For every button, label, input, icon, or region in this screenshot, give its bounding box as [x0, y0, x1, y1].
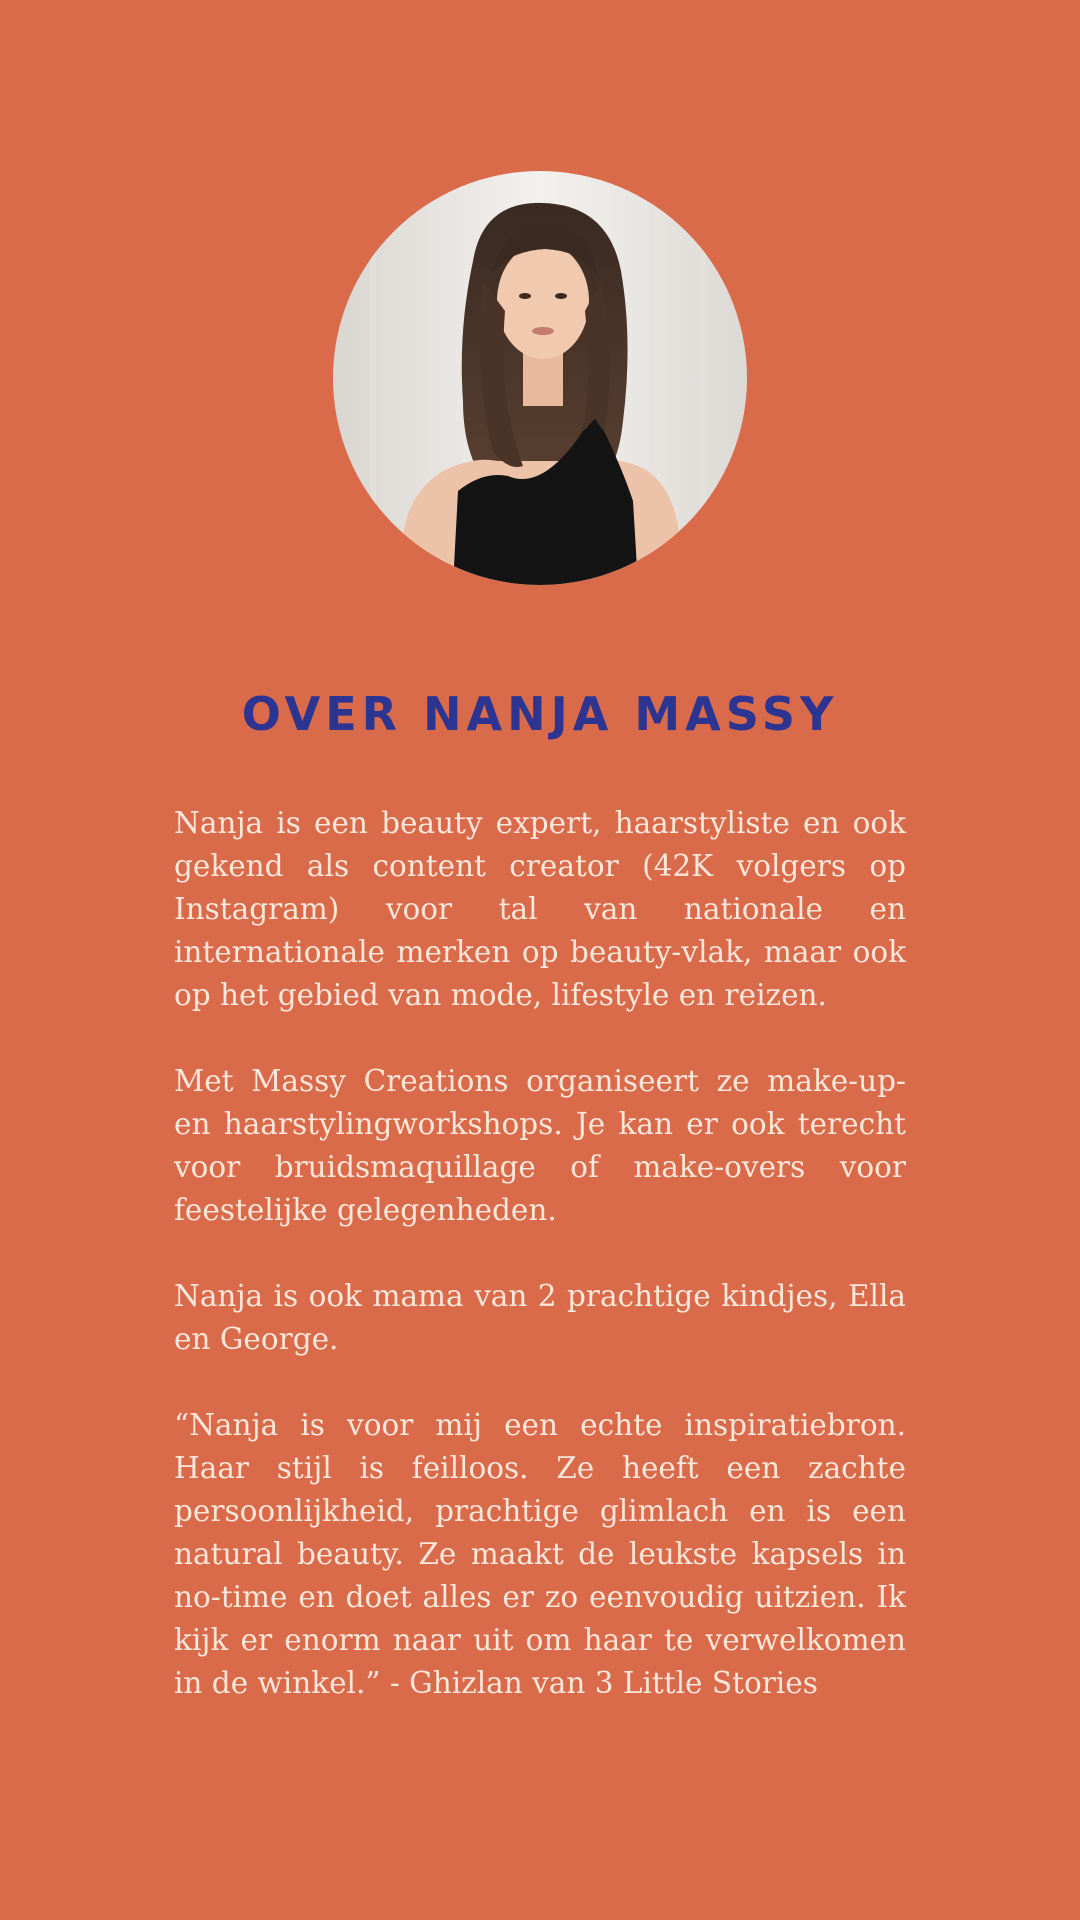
- page-title: OVER NANJA MASSY: [241, 687, 839, 741]
- portrait-photo-icon: [333, 171, 747, 585]
- bio-paragraph: Nanja is een beauty expert, haarstyliste en ook gekend als content creator (42K volgers op Instagram) voor tal van nationale en internationale merken op beauty-vlak, maar ook op het gebied van mode, lifestyle en reizen.: [174, 806, 906, 1012]
- profile-photo: [333, 171, 747, 585]
- bio-paragraph: Nanja is ook mama van 2 prachtige kindjes, Ella en George.: [174, 1279, 906, 1356]
- quote-paragraph: “Nanja is voor mij een echte inspiratiebron. Haar stijl is feilloos. Ze heeft een zachte persoonlijkheid, prachtige glimlach en is een natural beauty. Ze maakt de leukste kapsels in no-time en doet alles er zo eenvoudig uitzien. Ik kijk er enorm naar uit om haar te verwelkomen in de winkel.” - Ghizlan van 3 Little Stories: [174, 1408, 906, 1700]
- bio-text: [174, 802, 906, 1748]
- bio-paragraph: Met Massy Creations organiseert ze make-up- en haarstylingworkshops. Je kan er ook terecht voor bruidsmaquillage of make-overs voor feestelijke gelegenheden.: [174, 1064, 906, 1227]
